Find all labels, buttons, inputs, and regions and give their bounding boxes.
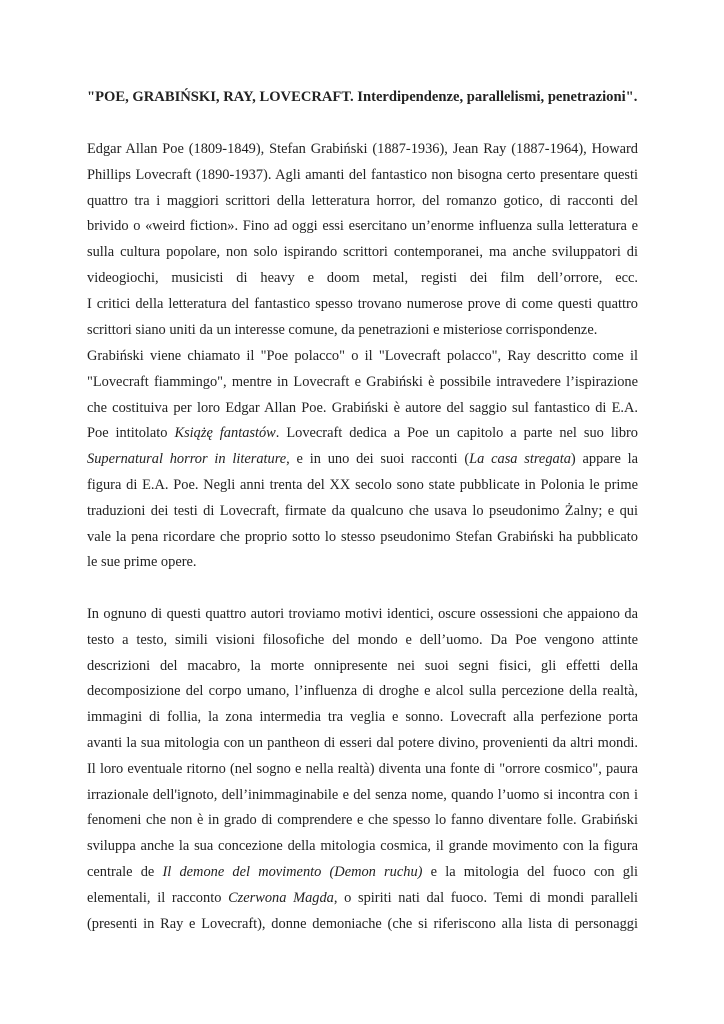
text-segment: , o spiriti nati dal fuoco. Temi di mondi paralleli [333,889,638,906]
italic-title-text: Czerwona Magda [228,889,334,906]
text-segment: , e in uno dei suoi racconti ( [286,451,470,468]
text-segment: centrale de [87,863,163,880]
paragraph-line [87,447,638,473]
text-segment: descrizioni del macabro, la morte onnipresente nei suoi segni fisici, gli effetti della [87,657,638,674]
paragraph-line [87,757,638,783]
text-segment: quattro tra i maggiori scrittori della letteratura horror, del romanzo gotico, di racconti del [87,192,638,209]
paragraph-line [87,654,638,680]
text-segment: brivido o «weird fiction». Fino ad oggi essi esercitano un’enorme influenza sulla letteratura e [87,218,638,235]
paragraph-3 [87,602,638,937]
paragraph-line [87,550,638,576]
text-segment: . Lovecraft dedica a Poe un capitolo a parte nel suo libro [275,425,638,442]
paragraph-line [87,266,638,292]
italic-title-text: Supernatural horror in literature [87,451,287,468]
text-segment: I critici della letteratura del fantastico spesso trovano numerose prove di come questi quattro [87,295,638,312]
paragraph-line [87,679,638,705]
text-segment: figura di E.A. Poe. Negli anni trenta del XX secolo sono state pubblicate in Polonia le prime [87,476,638,493]
paragraph-line [87,808,638,834]
text-segment: videogiochi, musicisti di heavy e doom metal, registi dei film dell’orrore, ecc. [87,269,638,286]
text-segment: elementali, il racconto [87,889,229,906]
paragraph-line [87,344,638,370]
text-segment: (presenti in Ray e Lovecraft), donne demoniache (che si riferiscono alla lista di personaggi [87,915,638,932]
text-segment: traduzioni dei testi di Lovecraft, firmate da qualcuno che usava lo pseudonimo Żalny; e qui [87,502,638,519]
text-segment: vale la pena ricordare che proprio sotto lo stesso pseudonimo Stefan Grabiński ha pubblicato [87,528,638,545]
text-segment: avanti la sua mitologia con un pantheon di esseri dal potere divino, provenienti da altri mondi. [87,734,638,751]
paragraph-line [87,912,638,938]
paragraph-line [87,370,638,396]
text-segment: decomposizione del corpo umano, l’influenza di droghe e alcol sulla percezione della realtà, [87,683,638,700]
text-segment: irrazionale dell'ignoto, dell’inimmaginabile e del senza nome, quando l’uomo si incontra con i [87,786,638,803]
text-segment: sulla cultura popolare, non solo ispirando scrittori contemporanei, ma anche sviluppatori di [87,244,638,261]
paragraph-line [87,292,638,318]
paragraph-line [87,421,638,447]
paragraph-line [87,396,638,422]
paragraph-line [87,886,638,912]
text-segment: Edgar Allan Poe (1809-1849), Stefan Grabiński (1887-1936), Jean Ray (1887-1964), Howard [87,141,638,157]
paragraph-2 [87,344,638,576]
text-segment: Poe intitolato [87,425,175,442]
text-segment: immagini di follia, la zona intermedia tra veglia e sonno. Lovecraft alla perfezione porta [87,709,638,726]
text-segment: e la mitologia del fuoco con gli [422,863,639,880]
text-segment: ) appare la [570,451,638,468]
italic-title-text: La casa stregata [469,451,571,468]
paragraph-line [87,834,638,860]
text-segment: Grabiński viene chiamato il "Poe polacco" o il "Lovecraft polacco", Ray descritto come il [87,348,638,364]
paragraph-line [87,137,638,163]
italic-title-text: Książę fantastów [174,425,276,442]
paragraph-line [87,240,638,266]
text-segment: sviluppa anche la sua concezione della mitologia cosmica, il grande movimento con la figura [87,838,638,855]
text-segment: le sue prime opere. [87,554,197,571]
text-segment: In ognuno di questi quattro autori troviamo motivi identici, oscure ossessioni che appaiono da [87,606,638,622]
text-segment: "Lovecraft fiammingo", mentre in Lovecraft e Grabiński è possibile intravedere l’ispirazione [87,373,638,390]
paragraph-line [87,473,638,499]
paragraph-line [87,860,638,886]
paragraph-line [87,628,638,654]
paragraph-line [87,602,638,628]
document-title: "POE, GRABIŃSKI, RAY, LOVECRAFT. Interdipendenze, parallelismi, penetrazioni". [87,89,638,105]
text-segment: scrittori siano uniti da un interesse comune, da penetrazioni e misteriose corrispondenze. [87,321,598,338]
text-segment: che costituiva per loro Edgar Allan Poe. Grabiński è autore del saggio sul fantastico di E.A. [87,399,638,416]
italic-title-text: Il demone del movimento (Demon ruchu) [162,863,423,880]
paragraph-line [87,163,638,189]
paragraph-line [87,318,638,344]
paragraph-line [87,783,638,809]
paragraph-line [87,214,638,240]
paragraph-line [87,499,638,525]
paragraph-line [87,731,638,757]
text-segment: fenomeni che non è in grado di comprendere e che spesso lo fanno diventare folle. Grabiński [87,812,638,829]
paragraph-line [87,189,638,215]
text-segment: testo a testo, simili visioni filosofiche del mondo e dell’uomo. Da Poe vengono attinte [87,631,638,648]
text-segment: Il loro eventuale ritorno (nel sogno e nella realtà) diventa una fonte di "orrore cosmico", paura [87,760,638,777]
paragraph-line [87,525,638,551]
paragraph-1 [87,137,638,343]
text-segment: Phillips Lovecraft (1890-1937). Agli amanti del fantastico non bisogna certo presentare questi [87,166,638,183]
paragraph-line [87,705,638,731]
